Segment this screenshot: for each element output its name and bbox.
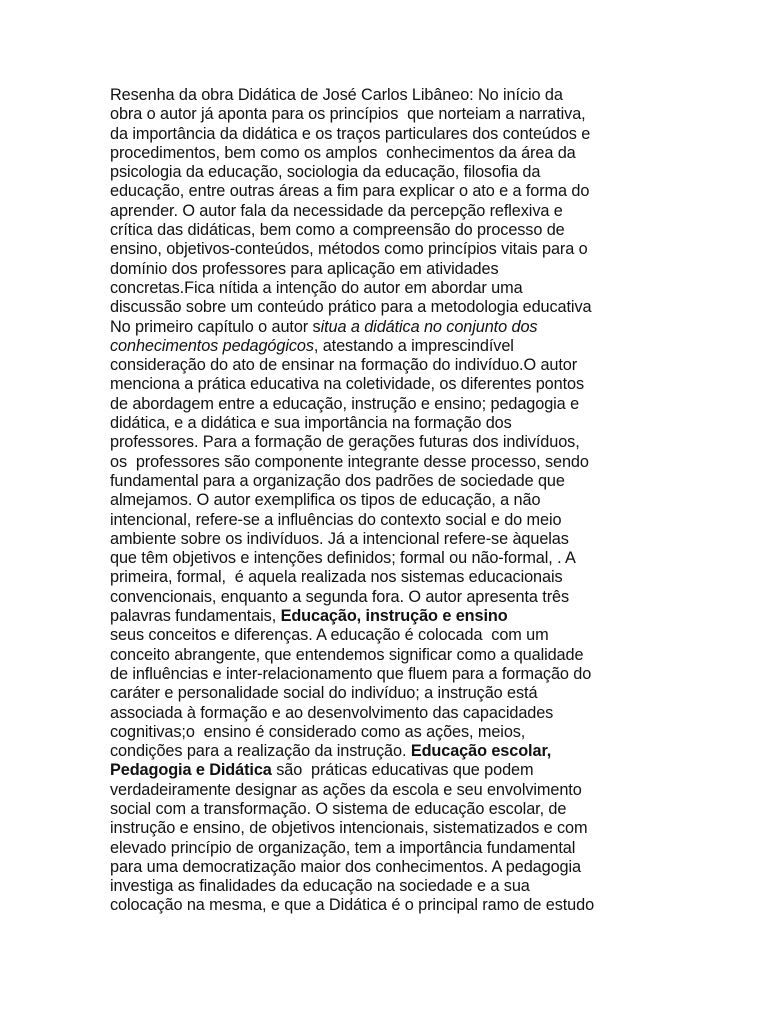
text-line — [110, 298, 670, 317]
text-line — [110, 839, 670, 858]
text-run: didática, e a didática e sua importância na formação dos — [110, 414, 512, 433]
review-text-body — [110, 86, 670, 916]
text-line — [110, 588, 670, 607]
text-run: No primeiro capítulo o autor s — [110, 317, 321, 336]
text-run: que têm objetivos e intenções definidos; formal ou não-formal, . A — [110, 549, 576, 568]
text-run: , atestando a imprescindível — [313, 336, 514, 355]
text-line — [110, 472, 670, 491]
text-run: ambiente sobre os indivíduos. Já a intencional refere-se àquelas — [110, 529, 569, 548]
bold-run: Educação, instrução e ensino — [280, 607, 508, 626]
text-run: primeira, formal, é aquela realizada nos sistemas educacionais — [110, 568, 563, 587]
text-run: de influências e inter-relacionamento que fluem para a formação do — [110, 664, 592, 683]
text-line — [110, 86, 670, 105]
text-line — [110, 781, 670, 800]
text-line — [110, 105, 670, 124]
text-run: instrução e ensino, de objetivos intencionais, sistematizados e com — [110, 819, 588, 838]
bold-run: Pedagogia e Didática — [110, 761, 272, 780]
text-run: crítica das didáticas, bem como a compreensão do processo de — [110, 221, 565, 240]
text-run: cognitivas;o ensino é considerado como as ações, meios, — [110, 722, 526, 741]
text-run: ensino, objetivos-conteúdos, métodos como princípios vitais para o — [110, 240, 588, 259]
text-line — [110, 182, 670, 201]
text-line — [110, 742, 670, 761]
text-line — [110, 433, 670, 452]
text-line — [110, 221, 670, 240]
text-line — [110, 665, 670, 684]
text-run: intencional, refere-se a influências do contexto social e do meio — [110, 510, 562, 529]
text-run: obra o autor já aponta para os princípios que norteiam a narrativa, — [110, 105, 586, 124]
text-run: aprender. O autor fala da necessidade da percepção reflexiva e — [110, 201, 563, 220]
text-run: verdadeiramente designar as ações da escola e seu envolvimento — [110, 780, 582, 799]
text-run: conceito abrangente, que entendemos significar como a qualidade — [110, 645, 584, 664]
text-line — [110, 646, 670, 665]
text-run: associada à formação e ao desenvolvimento das capacidades — [110, 703, 554, 722]
text-line — [110, 568, 670, 587]
text-line — [110, 549, 670, 568]
text-run: convencionais, enquanto a segunda fora. O autor apresenta três — [110, 587, 570, 606]
text-run: investiga as finalidades da educação na sociedade e a sua — [110, 877, 530, 896]
text-run: professores. Para a formação de gerações futuras dos indivíduos, — [110, 433, 580, 452]
text-line — [110, 877, 670, 896]
text-line — [110, 800, 670, 819]
text-line — [110, 511, 670, 530]
bold-run: Educação escolar, — [410, 742, 552, 761]
text-run: da importância da didática e os traços particulares dos conteúdos e — [110, 124, 591, 143]
text-run: procedimentos, bem como os amplos conhecimentos da área da — [110, 143, 576, 162]
text-line — [110, 453, 670, 472]
text-run: concretas.Fica nítida a intenção do autor em abordar uma — [110, 278, 523, 297]
text-line — [110, 202, 670, 221]
text-run: domínio dos professores para aplicação em atividades — [110, 259, 499, 278]
text-line — [110, 260, 670, 279]
text-run: consideração do ato de ensinar na formação do indivíduo.O autor — [110, 356, 578, 375]
text-line — [110, 163, 670, 182]
text-run: fundamental para a organização dos padrões de sociedade que — [110, 471, 565, 490]
text-run: de abordagem entre a educação, instrução e ensino; pedagogia e — [110, 394, 580, 413]
text-run: seus conceitos e diferenças. A educação é colocada com um — [110, 626, 549, 645]
text-line — [110, 530, 670, 549]
text-line — [110, 125, 670, 144]
text-run: são práticas educativas que podem — [271, 761, 534, 780]
text-line — [110, 279, 670, 298]
text-line — [110, 337, 670, 356]
text-run: educação, entre outras áreas a fim para explicar o ato e a forma do — [110, 182, 590, 201]
text-line — [110, 896, 670, 915]
text-run: os professores são componente integrante desse processo, sendo — [110, 452, 589, 471]
text-run: psicologia da educação, sociologia da educação, filosofia da — [110, 163, 541, 182]
text-line — [110, 607, 670, 626]
text-line — [110, 144, 670, 163]
text-line — [110, 819, 670, 838]
text-run: discussão sobre um conteúdo prático para a metodologia educativa — [110, 298, 592, 317]
text-line — [110, 375, 670, 394]
text-line — [110, 491, 670, 510]
text-line — [110, 761, 670, 780]
text-run: almejamos. O autor exemplifica os tipos de educação, a não — [110, 491, 541, 510]
text-line — [110, 704, 670, 723]
text-run: para uma democratização maior dos conhecimentos. A pedagogia — [110, 857, 581, 876]
text-run: Resenha da obra Didática de José Carlos Libâneo: No início da — [110, 86, 563, 104]
text-run: caráter e personalidade social do indivíduo; a instrução está — [110, 684, 538, 703]
text-line — [110, 395, 670, 414]
text-run: colocação na mesma, e que a Didática é o principal ramo de estudo — [110, 896, 595, 915]
text-run: condições para a realização da instrução. — [110, 742, 411, 761]
text-line — [110, 626, 670, 645]
text-line — [110, 318, 670, 337]
text-line — [110, 858, 670, 877]
text-line — [110, 723, 670, 742]
text-run: social com a transformação. O sistema de educação escolar, de — [110, 799, 567, 818]
text-line — [110, 240, 670, 259]
italic-run: conhecimentos pedagógicos — [110, 336, 314, 355]
text-line — [110, 414, 670, 433]
text-run: palavras fundamentais, — [110, 607, 281, 626]
italic-run: itua a didática no conjunto dos — [320, 317, 538, 336]
text-run: menciona a prática educativa na coletividade, os diferentes pontos — [110, 375, 584, 394]
text-line — [110, 356, 670, 375]
text-line — [110, 684, 670, 703]
text-run: elevado princípio de organização, tem a importância fundamental — [110, 838, 576, 857]
